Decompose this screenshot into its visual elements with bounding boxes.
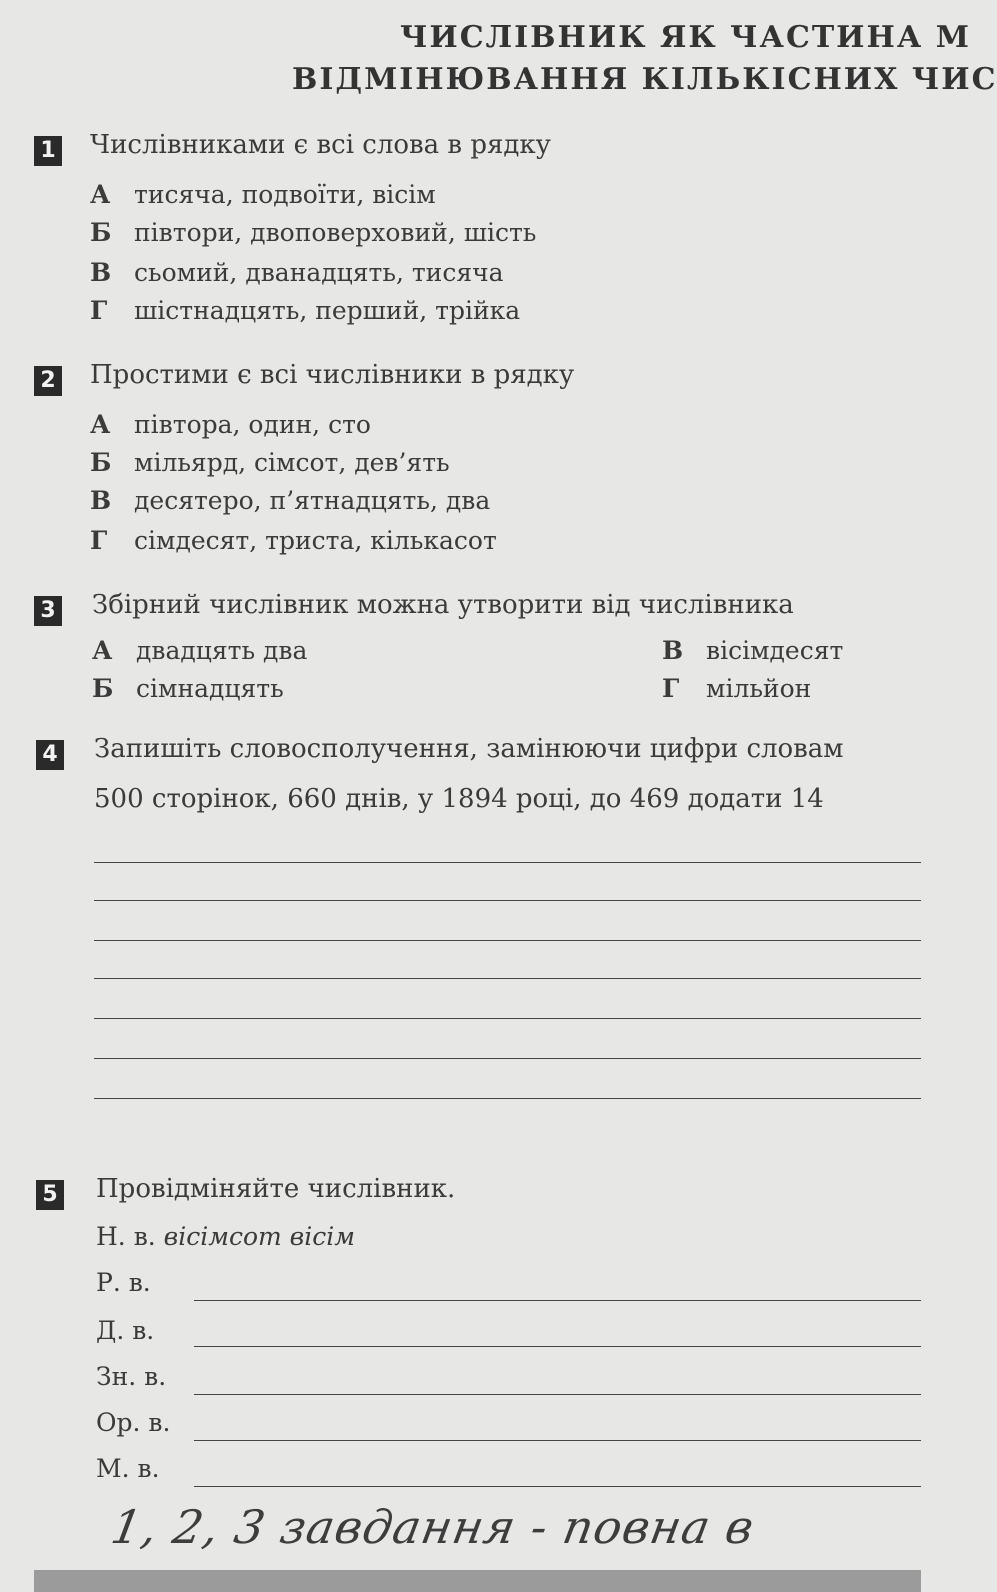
case-locative-label: М. в. xyxy=(96,1454,160,1483)
task-1-option-d[interactable]: Г шістнадцять, перший, трійка xyxy=(90,296,521,325)
handwritten-note: 1, 2, 3 завдання - повна в xyxy=(107,1500,759,1554)
task-1-option-b[interactable]: Б півтори, двоповерховий, шість xyxy=(90,218,537,247)
page-bottom-edge xyxy=(34,1570,921,1592)
task-4-number: 4 xyxy=(36,740,64,770)
task-1-option-a[interactable]: А тисяча, подвоїти, вісім xyxy=(90,180,436,209)
page-title-line2: ВІДМІНЮВАННЯ КІЛЬКІСНИХ ЧИС xyxy=(292,62,997,97)
task-5-number: 5 xyxy=(36,1180,64,1210)
case-nominative: Н. в. вісімсот вісім xyxy=(96,1222,355,1251)
task-3-question: Збірний числівник можна утворити від числівника xyxy=(92,590,794,620)
case-accusative-answer-line[interactable] xyxy=(194,1394,921,1395)
task-5-question: Провідміняйте числівник. xyxy=(96,1174,456,1204)
answer-line[interactable] xyxy=(94,940,921,941)
task-3-option-c[interactable]: В вісімдесят xyxy=(662,636,844,665)
answer-line[interactable] xyxy=(94,862,921,863)
case-dative-answer-line[interactable] xyxy=(194,1346,921,1347)
case-instrumental-answer-line[interactable] xyxy=(194,1440,921,1441)
task-2-question: Простими є всі числівники в рядку xyxy=(90,360,575,390)
task-1-question: Числівниками є всі слова в рядку xyxy=(90,130,551,160)
task-4-example: 500 сторінок, 660 днів, у 1894 році, до 469 додати 14 xyxy=(94,784,824,814)
task-2-option-a[interactable]: А півтора, один, сто xyxy=(90,410,371,439)
answer-line[interactable] xyxy=(94,978,921,979)
case-genitive-answer-line[interactable] xyxy=(194,1300,921,1301)
answer-line[interactable] xyxy=(94,1018,921,1019)
task-2-option-d[interactable]: Г сімдесят, триста, кількасот xyxy=(90,526,497,555)
task-4-question: Запишіть словосполучення, замінюючи цифри словам xyxy=(94,734,844,764)
task-3-option-d[interactable]: Г мільйон xyxy=(662,674,812,703)
case-instrumental-label: Ор. в. xyxy=(96,1408,171,1437)
task-1-number: 1 xyxy=(34,136,62,166)
case-genitive-label: Р. в. xyxy=(96,1268,151,1297)
task-3-option-b[interactable]: Б сімнадцять xyxy=(92,674,284,703)
case-nominative-value: вісімсот вісім xyxy=(163,1222,355,1251)
page-title-line1: ЧИСЛІВНИК ЯК ЧАСТИНА М xyxy=(400,20,971,55)
task-2-number: 2 xyxy=(34,366,62,396)
answer-line[interactable] xyxy=(94,900,921,901)
task-1-option-c[interactable]: В сьомий, дванадцять, тисяча xyxy=(90,258,504,287)
case-accusative-label: Зн. в. xyxy=(96,1362,167,1391)
task-2-option-b[interactable]: Б мільярд, сімсот, дев’ять xyxy=(90,448,450,477)
case-locative-answer-line[interactable] xyxy=(194,1486,921,1487)
case-dative-label: Д. в. xyxy=(96,1316,155,1345)
answer-line[interactable] xyxy=(94,1098,921,1099)
task-2-option-c[interactable]: В десятеро, п’ятнадцять, два xyxy=(90,486,491,515)
answer-line[interactable] xyxy=(94,1058,921,1059)
task-3-number: 3 xyxy=(34,596,62,626)
task-3-option-a[interactable]: А двадцять два xyxy=(92,636,308,665)
